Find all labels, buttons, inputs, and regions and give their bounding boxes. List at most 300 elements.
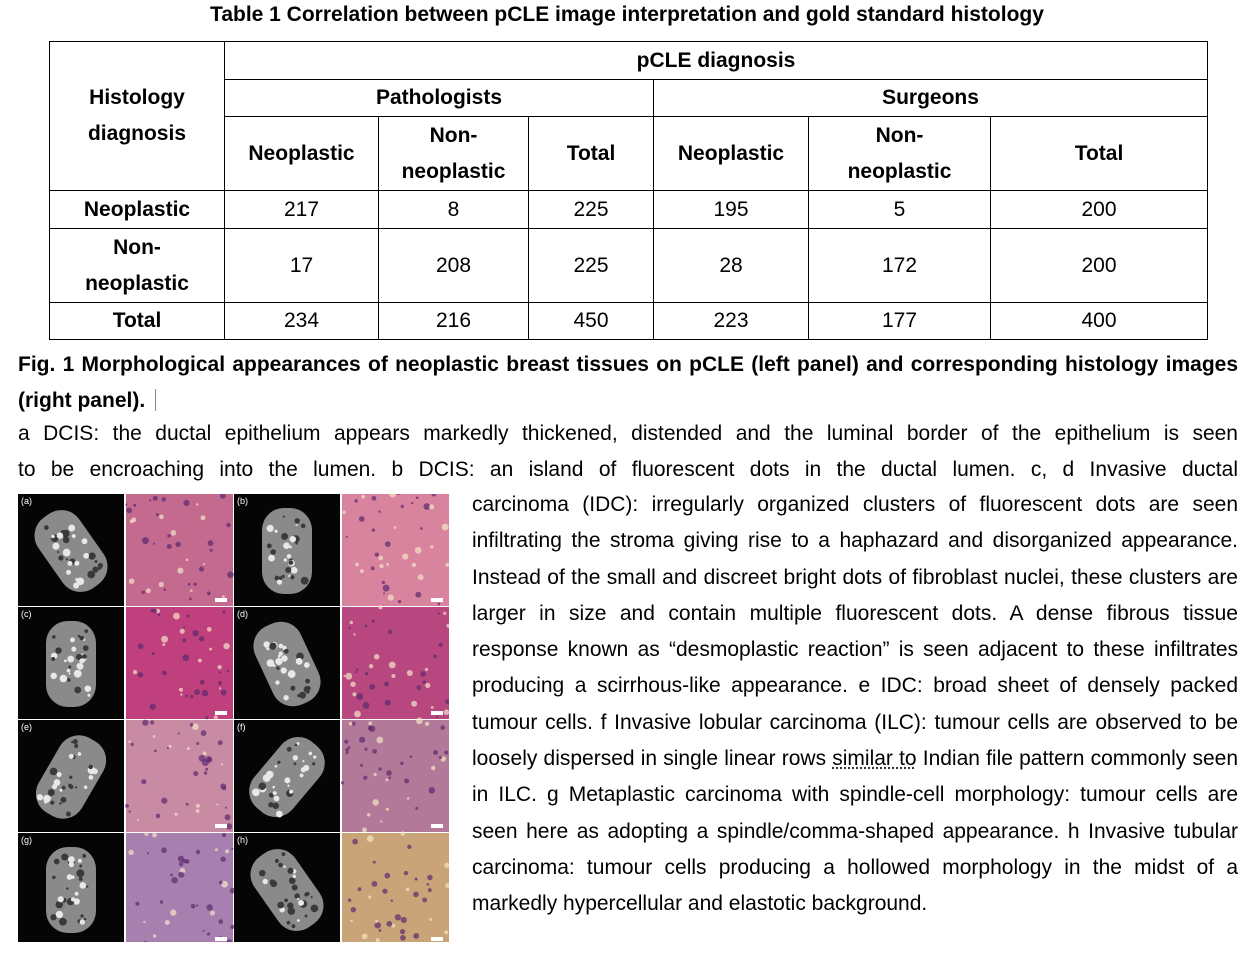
- histology-cell: [202, 690, 209, 697]
- histology-cell: [150, 720, 154, 724]
- histology-cell: [182, 654, 189, 661]
- pcle-speckle: [84, 918, 87, 921]
- figure-image: [18, 494, 449, 942]
- histology-cell: [129, 578, 135, 584]
- pcle-speckle: [58, 896, 64, 902]
- pcle-speckle: [281, 533, 288, 540]
- pcle-speckle: [80, 919, 85, 924]
- histology-cell: [125, 804, 129, 808]
- histology-cell: [422, 680, 426, 684]
- histology-cell: [406, 888, 410, 892]
- histology-cell: [141, 779, 146, 784]
- histology-cell: [161, 636, 168, 643]
- pcle-speckle: [283, 542, 290, 549]
- pcle-speckle: [289, 560, 294, 565]
- histology-cell: [162, 643, 165, 646]
- histology-cell: [135, 902, 139, 906]
- pcle-speckle: [64, 660, 67, 663]
- histology-cell: [440, 725, 445, 730]
- histology-cell: [196, 503, 198, 505]
- pcle-speckle: [84, 685, 91, 692]
- histology-cell: [378, 605, 382, 609]
- histology-cell: [384, 682, 389, 687]
- histology-cell: [358, 887, 362, 891]
- histology-cell: [182, 638, 186, 642]
- histology-cell: [400, 929, 405, 934]
- histology-cell: [427, 883, 430, 886]
- histology-cell: [218, 665, 222, 669]
- histology-cell: [152, 833, 157, 838]
- histology-cell: [221, 690, 227, 696]
- pcle-speckle: [283, 516, 285, 518]
- histology-cell: [159, 515, 164, 520]
- histology-cell: [348, 746, 351, 749]
- histology-cell: [138, 643, 144, 649]
- cell: 17: [225, 229, 379, 303]
- histology-cell: [379, 564, 383, 568]
- histology-cell: [359, 516, 365, 522]
- histology-cell: [227, 571, 234, 578]
- histology-cell: [223, 643, 229, 649]
- histology-cell: [436, 716, 438, 718]
- histology-cell: [150, 704, 156, 710]
- col-header-line2: neoplastic: [401, 159, 506, 183]
- histology-cell: [201, 730, 207, 736]
- text-cursor: [155, 389, 156, 411]
- scale-bar: [215, 824, 227, 828]
- panel-label: (h): [237, 835, 248, 845]
- figure-panel: [18, 832, 236, 942]
- histology-cell: [371, 566, 375, 570]
- histology-cell: [225, 814, 231, 820]
- correlation-table: [49, 41, 1208, 340]
- histology-cell: [415, 547, 422, 554]
- histology-cell: [191, 904, 196, 909]
- histology-cell: [349, 722, 353, 726]
- histology-cell: [351, 907, 356, 912]
- histology-cell: [375, 552, 379, 556]
- histology-cell: [222, 786, 226, 790]
- histology-cell: [404, 779, 409, 784]
- histology-cell: [373, 861, 376, 864]
- pcle-speckle: [80, 914, 83, 917]
- histology-cell: [215, 848, 218, 851]
- pcle-speckle: [60, 675, 67, 682]
- histology-image: [126, 607, 233, 719]
- histology-cell: [407, 845, 411, 849]
- histology-cell: [153, 543, 155, 545]
- histology-cell: [231, 848, 233, 850]
- histology-cell: [355, 563, 359, 567]
- histology-cell: [354, 711, 361, 718]
- histology-image: [126, 720, 233, 832]
- histology-cell: [378, 767, 381, 770]
- pcle-speckle: [68, 856, 75, 863]
- histology-cell: [376, 737, 383, 744]
- histology-cell: [206, 904, 212, 910]
- histology-cell: [375, 920, 378, 923]
- histology-cell: [386, 770, 392, 776]
- col-header-line1: Non-: [875, 123, 924, 147]
- histology-cell: [183, 626, 185, 628]
- histology-cell: [350, 621, 353, 624]
- histology-cell: [133, 670, 137, 674]
- histology-cell: [190, 589, 193, 592]
- histology-cell: [345, 673, 352, 680]
- histology-cell: [199, 636, 204, 641]
- histology-cell: [391, 674, 395, 678]
- histology-cell: [178, 872, 184, 878]
- histology-cell: [360, 569, 364, 573]
- pcle-speckle: [56, 911, 63, 918]
- histology-cell: [418, 574, 424, 580]
- pcle-speckle: [267, 525, 274, 532]
- histology-cell: [159, 582, 164, 587]
- histology-cell: [383, 585, 390, 592]
- cell: 195: [654, 191, 809, 229]
- histology-cell: [208, 757, 212, 761]
- histology-cell: [402, 553, 408, 559]
- histology-cell: [219, 881, 223, 885]
- panel-label: (d): [237, 609, 248, 619]
- histology-cell: [193, 582, 196, 585]
- histology-cell: [194, 689, 200, 695]
- histology-cell: [164, 588, 167, 591]
- histology-cell: [389, 777, 392, 780]
- histology-cell: [369, 664, 373, 668]
- histology-cell: [221, 763, 223, 765]
- row-label-line1: Non-: [113, 235, 161, 259]
- cell: 225: [529, 191, 654, 229]
- histology-cell: [386, 808, 389, 811]
- histology-cell: [362, 827, 367, 832]
- scale-bar: [431, 824, 443, 828]
- histology-cell: [131, 743, 134, 746]
- histology-cell: [363, 702, 370, 709]
- histology-cell: [196, 850, 200, 854]
- histology-cell: [210, 911, 215, 916]
- subgroup-pathologists: Pathologists: [225, 80, 654, 117]
- histology-cell: [383, 592, 385, 594]
- histology-cell: [128, 850, 133, 855]
- histology-cell: [425, 722, 430, 727]
- histology-cell: [415, 592, 421, 598]
- pcle-speckle: [77, 663, 83, 669]
- pcle-speckle: [55, 647, 61, 653]
- histology-cell: [205, 768, 208, 771]
- pcle-speckle: [52, 876, 56, 880]
- cell: 8: [379, 191, 529, 229]
- histology-cell: [225, 807, 227, 809]
- histology-cell: [207, 627, 212, 632]
- scale-bar: [431, 711, 443, 715]
- histology-cell: [378, 556, 383, 561]
- histology-cell: [356, 693, 363, 700]
- pcle-speckle: [69, 673, 71, 675]
- histology-cell: [410, 755, 413, 758]
- cell: 234: [225, 303, 379, 340]
- histology-cell: [173, 613, 180, 620]
- histology-cell: [400, 762, 403, 765]
- histology-cell: [433, 750, 438, 755]
- pcle-speckle: [78, 859, 82, 863]
- histology-cell: [400, 935, 406, 941]
- caption-side: [472, 487, 1238, 923]
- histology-cell: [220, 857, 225, 862]
- histology-cell: [444, 751, 448, 755]
- histology-cell: [188, 583, 191, 586]
- histology-cell: [156, 513, 159, 516]
- histology-cell: [185, 694, 188, 697]
- figure-panel: [234, 605, 449, 719]
- histology-cell: [207, 932, 210, 935]
- histology-cell: [196, 742, 199, 745]
- pcle-speckle: [59, 918, 67, 926]
- histology-cell: [142, 720, 148, 726]
- figure-panel: [18, 494, 234, 606]
- caption-top: [18, 416, 1238, 488]
- histology-cell: [382, 581, 385, 584]
- histology-cell: [380, 820, 382, 822]
- histology-cell: [204, 771, 207, 774]
- histology-cell: [379, 929, 382, 932]
- histology-cell: [142, 537, 149, 544]
- histology-cell: [202, 930, 204, 932]
- histology-cell: [177, 568, 183, 574]
- histology-cell: [341, 781, 344, 784]
- histology-cell: [138, 672, 143, 677]
- cell: 28: [654, 229, 809, 303]
- cell: 208: [379, 229, 529, 303]
- histology-cell: [222, 833, 226, 837]
- histology-cell: [230, 925, 234, 929]
- pcle-speckle: [71, 897, 75, 901]
- histology-cell: [429, 918, 432, 921]
- histology-cell: [416, 685, 421, 690]
- pcle-speckle: [79, 865, 82, 868]
- histology-cell: [344, 740, 348, 744]
- histology-cell: [137, 819, 139, 821]
- histology-cell: [422, 897, 427, 902]
- table-title: Table 1 Correlation between pCLE image interpretation and gold standard histology: [210, 3, 1044, 26]
- histology-cell: [208, 540, 214, 546]
- histology-cell: [227, 670, 230, 673]
- histology-cell: [216, 804, 218, 806]
- histology-cell: [368, 722, 372, 726]
- pcle-speckle: [67, 669, 71, 673]
- histology-cell: [420, 671, 425, 676]
- histology-cell: [218, 919, 223, 924]
- histology-cell: [401, 917, 407, 923]
- row-header-line2: diagnosis: [87, 122, 187, 145]
- histology-cell: [430, 545, 433, 548]
- row-header-cell: [50, 42, 225, 191]
- histology-cell: [171, 530, 177, 536]
- histology-cell: [126, 507, 132, 513]
- histology-cell: [374, 922, 380, 928]
- histology-cell: [412, 563, 416, 567]
- caption-line: a DCIS: the ductal epithelium appears markedly thickened, distended and the luminal border of the epithelium is seen: [18, 422, 1238, 445]
- pcle-speckle: [74, 670, 82, 678]
- pcle-speckle: [267, 544, 272, 549]
- pcle-speckle: [76, 869, 84, 877]
- histology-cell: [444, 931, 448, 935]
- histology-cell: [385, 541, 391, 547]
- histology-cell: [143, 921, 145, 923]
- histology-cell: [443, 612, 446, 615]
- scale-bar: [215, 598, 227, 602]
- histology-cell: [342, 511, 345, 514]
- pcle-speckle: [74, 687, 81, 694]
- pcle-speckle: [67, 678, 70, 681]
- histology-cell: [141, 591, 144, 594]
- histology-cell: [174, 813, 177, 816]
- histology-cell: [149, 499, 151, 501]
- panel-label: (g): [21, 835, 32, 845]
- histology-cell: [218, 681, 222, 685]
- pcle-speckle: [66, 887, 68, 889]
- histology-cell: [180, 693, 182, 695]
- histology-cell: [427, 875, 432, 880]
- pcle-speckle: [83, 645, 89, 651]
- histology-cell: [386, 563, 389, 566]
- histology-cell: [385, 700, 391, 706]
- histology-cell: [185, 859, 190, 864]
- pcle-speckle: [301, 524, 306, 529]
- pcle-speckle: [290, 536, 296, 542]
- pcle-speckle: [71, 647, 76, 652]
- scale-bar: [431, 937, 443, 941]
- histology-cell: [367, 835, 374, 842]
- histology-cell: [442, 524, 449, 531]
- histology-cell: [146, 588, 151, 593]
- pcle-speckle: [268, 555, 275, 562]
- histology-cell: [372, 620, 375, 623]
- cell: 200: [991, 229, 1208, 303]
- histology-cell: [363, 776, 367, 780]
- caption-text: carcinoma (IDC): irregularly organized clusters of fluorescent dots are seen infiltrating the stroma giving rise to a haphazard and disorganized appearance. Instead of the small and discreet bright dots of fibroblast nuclei, these clusters are larger in size and contain multiple fluorescent dots. A dense fibrous tissue response known as “desmoplastic reaction” is seen adjacent to these infiltrates producing a scirrhous-like appearance. e IDC: broad sheet of densely packed tumour cells. f Invasive lobular carcinoma (ILC): tumour cells are observed to be loosely dispersed in single linear rows: [472, 493, 1238, 771]
- histology-cell: [200, 680, 205, 685]
- histology-cell: [369, 684, 375, 690]
- panel-label: (b): [237, 496, 248, 506]
- pcle-speckle: [52, 635, 56, 639]
- table-row: [50, 229, 1208, 303]
- histology-cell: [407, 797, 410, 800]
- histology-cell: [428, 888, 432, 892]
- histology-cell: [350, 920, 352, 922]
- pcle-speckle: [86, 886, 88, 888]
- pcle-speckle: [50, 914, 56, 920]
- histology-cell: [199, 755, 206, 762]
- pcle-speckle: [295, 518, 300, 523]
- histology-cell: [352, 692, 356, 696]
- histology-cell: [361, 495, 365, 499]
- histology-cell: [156, 814, 161, 819]
- histology-cell: [222, 595, 225, 598]
- figure-panel: [234, 831, 449, 942]
- histology-cell: [415, 807, 418, 810]
- cell: 225: [529, 229, 654, 303]
- pcle-speckle: [50, 673, 56, 679]
- pcle-speckle: [80, 882, 87, 889]
- histology-cell: [368, 725, 373, 730]
- histology-cell: [175, 542, 180, 547]
- figure-title-text: Fig. 1 Morphological appearances of neoplastic breast tissues on pCLE (left panel) and corresponding histology images (right panel).: [18, 353, 1238, 412]
- histology-cell: [425, 683, 430, 688]
- row-label: [50, 229, 225, 303]
- histology-cell: [355, 671, 357, 673]
- pcle-speckle: [287, 554, 292, 559]
- histology-cell: [199, 566, 204, 571]
- histology-cell: [153, 934, 156, 937]
- histology-cell: [411, 701, 417, 707]
- histology-cell: [190, 695, 193, 698]
- histology-cell: [153, 735, 156, 738]
- histology-cell: [398, 600, 401, 603]
- pcle-speckle: [277, 580, 279, 582]
- histology-cell: [214, 715, 218, 719]
- histology-cell: [171, 877, 177, 883]
- histology-cell: [411, 502, 413, 504]
- col-header-surg-total: Total: [991, 117, 1208, 191]
- histology-cell: [354, 499, 357, 502]
- histology-cell: [372, 799, 379, 806]
- histology-cell: [167, 534, 171, 538]
- histology-cell: [394, 526, 397, 529]
- histology-cell: [425, 668, 428, 671]
- histology-cell: [372, 881, 378, 887]
- histology-cell: [170, 874, 173, 877]
- histology-cell: [438, 603, 441, 606]
- pcle-speckle: [82, 854, 86, 858]
- scale-bar: [215, 937, 227, 941]
- histology-image: [342, 494, 449, 606]
- histology-image: [342, 607, 449, 719]
- scale-bar: [215, 711, 227, 715]
- histology-cell: [160, 900, 163, 903]
- histology-cell: [125, 504, 127, 506]
- histology-cell: [179, 862, 184, 867]
- histology-cell: [346, 536, 348, 538]
- row-header-line1: Histology: [89, 86, 185, 109]
- scale-bar: [431, 598, 443, 602]
- histology-cell: [129, 810, 131, 812]
- histology-cell: [438, 612, 440, 614]
- histology-cell: [353, 633, 355, 635]
- histology-cell: [193, 771, 198, 776]
- histology-cell: [444, 709, 449, 715]
- pcle-speckle: [82, 654, 87, 659]
- pcle-speckle: [70, 638, 75, 643]
- histology-cell: [226, 523, 231, 528]
- histology-cell: [439, 643, 443, 647]
- histology-cell: [225, 849, 229, 853]
- histology-cell: [413, 933, 419, 939]
- histology-cell: [374, 654, 380, 660]
- pcle-speckle: [79, 877, 83, 881]
- histology-cell: [128, 740, 131, 743]
- pcle-speckle: [296, 542, 298, 544]
- col-header-surg-neoplastic: Neoplastic: [654, 117, 809, 191]
- histology-cell: [158, 613, 161, 616]
- histology-cell: [365, 672, 368, 675]
- table-row: [50, 303, 1208, 340]
- pcle-speckle: [67, 656, 74, 663]
- histology-image: [342, 720, 449, 832]
- pcle-speckle: [68, 665, 71, 668]
- histology-cell: [133, 504, 136, 507]
- histology-cell: [364, 748, 367, 751]
